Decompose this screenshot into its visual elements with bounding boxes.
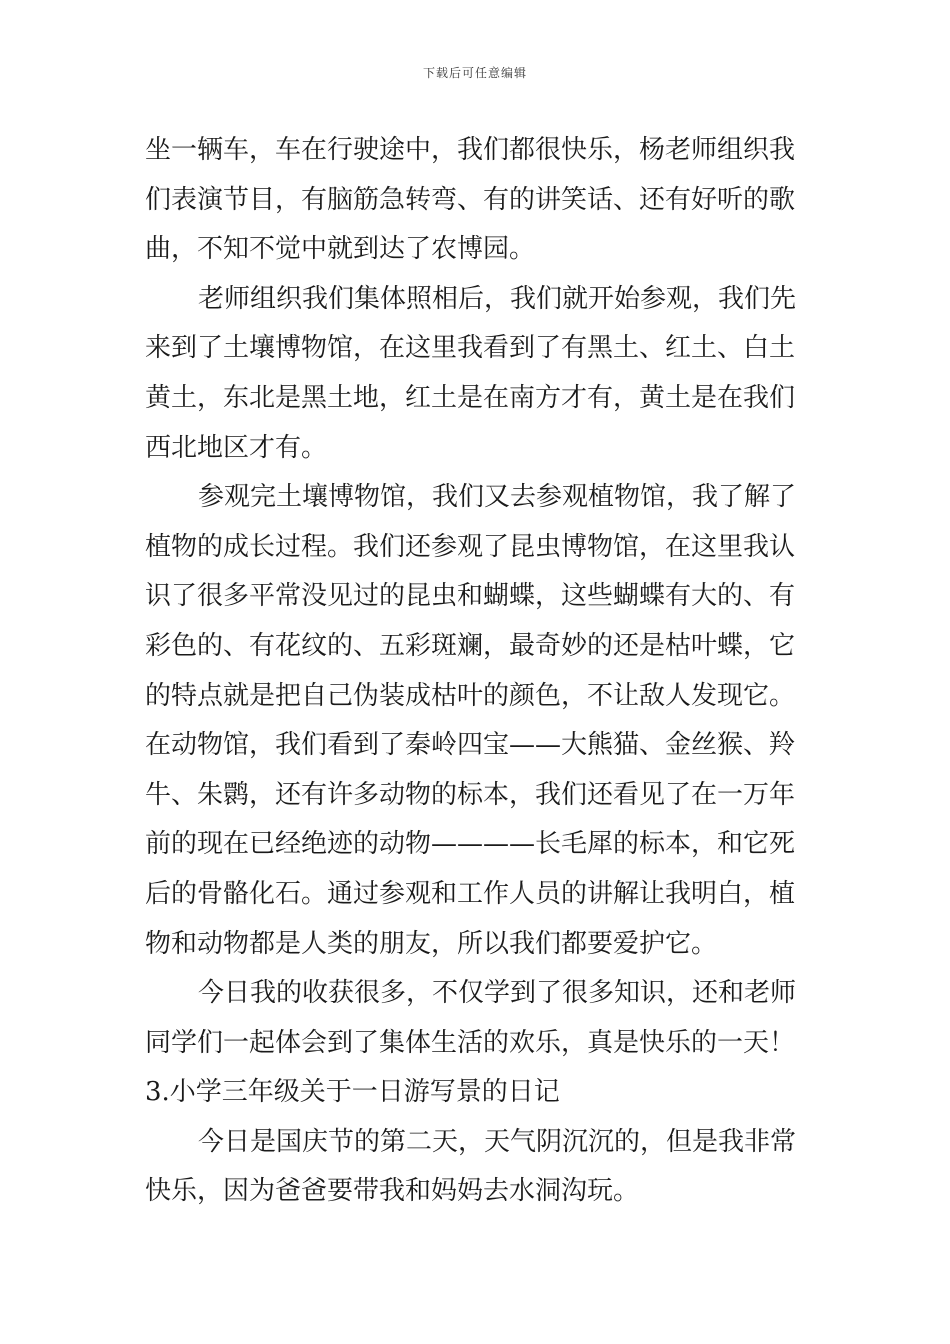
text-line: 彩色的、有花纹的、五彩斑斓，最奇妙的还是枯叶蝶，它 — [145, 630, 796, 661]
text-line: 的特点就是把自己伪装成枯叶的颜色，不让敌人发现它。 — [145, 680, 796, 711]
paragraph-first-line: 今日是国庆节的第二天，天气阴沉沉的，但是我非常 — [198, 1126, 797, 1157]
text-line: 曲，不知不觉中就到达了农博园。 — [145, 234, 536, 265]
text-line: 物和动物都是人类的朋友，所以我们都要爱护它。 — [145, 928, 718, 959]
text-line: 西北地区才有。 — [145, 432, 328, 463]
text-line: 来到了土壤博物馆，在这里我看到了有黑土、红土、白土 — [145, 333, 796, 364]
text-line: 在动物馆，我们看到了秦岭四宝——大熊猫、金丝猴、羚 — [145, 730, 796, 761]
text-line: 后的骨骼化石。通过参观和工作人员的讲解让我明白，植 — [145, 878, 796, 909]
text-line: 牛、朱鹮，还有许多动物的标本，我们还看见了在一万年 — [145, 779, 796, 810]
text-line: 快乐，因为爸爸要带我和妈妈去水洞沟玩。 — [145, 1176, 640, 1207]
body-text — [145, 126, 807, 1217]
section-heading: 3.小学三年级关于一日游写景的日记 — [145, 1077, 560, 1108]
text-line: 同学们一起体会到了集体生活的欢乐，真是快乐的一天！ — [145, 1027, 796, 1058]
paragraph-first-line: 今日我的收获很多，不仅学到了很多知识，还和老师 — [198, 978, 797, 1009]
paragraph-first-line: 老师组织我们集体照相后，我们就开始参观，我们先 — [198, 283, 797, 314]
text-line: 坐一辆车，车在行驶途中，我们都很快乐，杨老师组织我 — [145, 135, 796, 165]
page-header: 下载后可任意编辑 — [422, 66, 527, 80]
text-line: 前的现在已经绝迹的动物————长毛犀的标本，和它死 — [145, 829, 796, 860]
text-line: 们表演节目，有脑筋急转弯、有的讲笑话、还有好听的歌 — [145, 184, 796, 215]
text-line: 识了很多平常没见过的昆虫和蝴蝶，这些蝴蝶有大的、有 — [145, 581, 796, 612]
text-line: 植物的成长过程。我们还参观了昆虫博物馆，在这里我认 — [145, 531, 796, 562]
text-line: 黄土，东北是黑土地，红土是在南方才有，黄土是在我们 — [145, 382, 796, 413]
paragraph-first-line: 参观完土壤博物馆，我们又去参观植物馆，我了解了 — [198, 482, 797, 513]
